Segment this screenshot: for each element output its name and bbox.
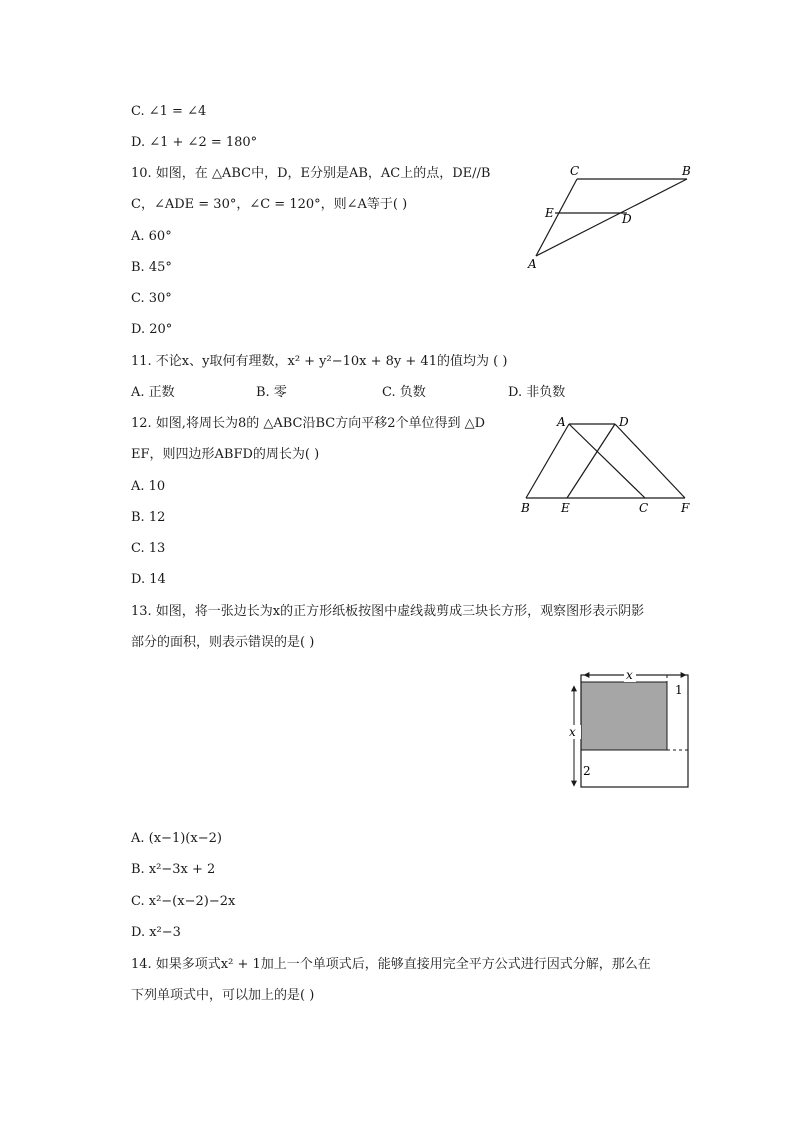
q12-option-a: A. 10 [131,479,166,494]
q13-option-c: C. x²−(x−2)−2x [131,894,236,909]
q12-segment-ab [526,424,569,498]
q10-label-c: C [570,164,580,178]
q12-segment-ac [569,424,645,498]
q13-stem-line1: 13. 如图，将一张边长为x的正方形纸板按图中虚线裁剪成三块长方形，观察图形表示阴影 [131,604,645,619]
q12-option-c: C. 13 [131,541,166,556]
q10-label-e: E [545,206,554,220]
q12-segment-df [615,424,685,498]
q13-label-left-x: x [569,725,576,739]
q10-option-a: A. 60° [131,229,172,244]
q13-stem-line2: 部分的面积，则表示错误的是( ) [131,635,315,650]
q11-stem: 11. 不论x、y取何有理数，x² + y²−10x + 8y + 41的值均为 ( ) [131,354,508,369]
q12-stem-line2: EF，则四边形ABFD的周长为( ) [131,447,320,462]
q12-label-a: A [557,415,566,429]
q10-label-b: B [682,164,691,178]
q10-option-d: D. 20° [131,322,173,337]
q10-option-b: B. 45° [131,260,172,275]
q13-label-one: 1 [675,683,683,697]
q11-option-a: A. 正数 [131,385,175,400]
q12-label-e: E [561,501,570,515]
q12-stem-line1: 12. 如图,将周长为8的 △ABC沿BC方向平移2个单位得到 △D [131,416,486,431]
q11-option-b: B. 零 [256,385,287,400]
q12-option-b: B. 12 [131,510,166,525]
q11-option-c: C. 负数 [382,385,426,400]
q10-option-c: C. 30° [131,291,172,306]
q13-label-two: 2 [583,764,591,778]
q10-triangle-figure [520,160,700,275]
q10-segment-ca [536,179,577,256]
q13-shaded-region [581,682,667,750]
q10-label-a: A [528,257,537,271]
q13-square-figure [560,665,700,795]
q12-option-d: D. 14 [131,572,166,587]
q12-label-b: B [521,501,530,515]
q11-option-d: D. 非负数 [508,385,566,400]
q12-translation-figure [515,410,700,520]
q10-label-d: D [622,212,632,226]
q9-option-d: D. ∠1 + ∠2 = 180° [131,135,258,150]
q10-segment-ab [536,179,687,256]
q13-option-d: D. x²−3 [131,925,181,940]
q13-option-a: A. (x−1)(x−2) [131,831,222,846]
q14-stem-line1: 14. 如果多项式x² + 1加上一个单项式后，能够直接用完全平方公式进行因式分解，那么在 [131,957,651,972]
q9-option-c: C. ∠1 = ∠4 [131,104,207,119]
q12-label-c: C [639,501,649,515]
q10-stem-line2: C，∠ADE = 30°，∠C = 120°，则∠A等于( ) [131,197,408,212]
q12-label-d: D [619,415,629,429]
q14-stem-line2: 下列单项式中，可以加上的是( ) [131,988,315,1003]
q12-label-f: F [681,501,690,515]
q13-label-top-x: x [626,668,633,682]
q13-option-b: B. x²−3x + 2 [131,862,216,877]
q10-stem-line1: 10. 如图，在 △ABC中，D，E分别是AB，AC上的点，DE//B [131,166,491,181]
